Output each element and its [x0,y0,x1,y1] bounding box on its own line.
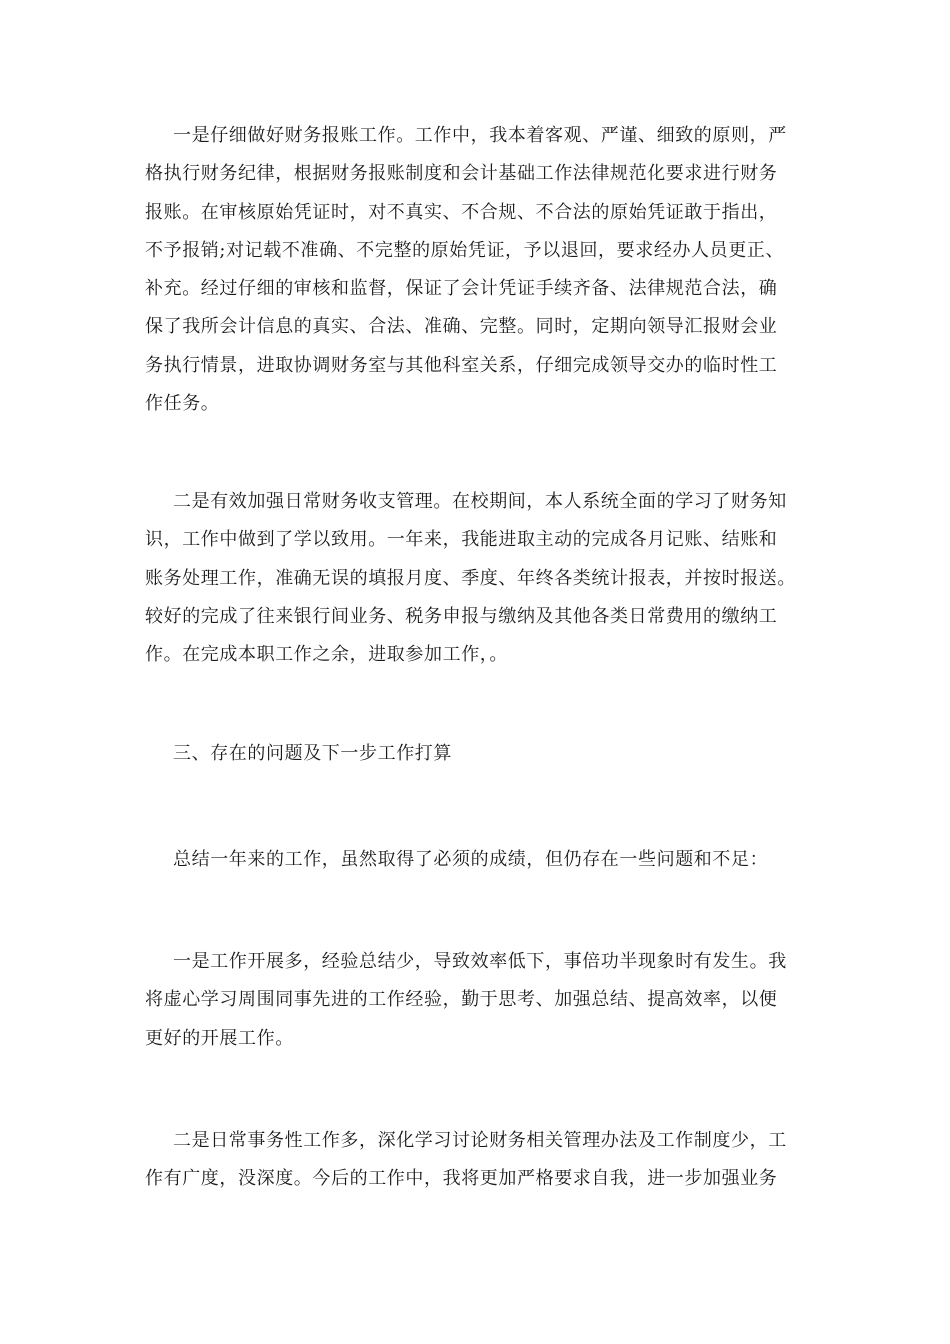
paragraph-problem-one: 一是工作开展多，经验总结少，导致效率低下，事倍功半现象时有发生。我 将虚心学习周围同事先进的工作经验，勤于思考、加强总结、提高效率，以便 更好的开展工作。 [145,951,787,1049]
paragraph-summary-intro: 总结一年来的工作，虽然取得了必须的成绩，但仍存在一些问题和不足： [173,849,769,870]
paragraph-problem-two: 二是日常事务性工作多，深化学习讨论财务相关管理办法及工作制度少，工 作有广度，没深度。今后的工作中，我将更加严格要求自我，进一步加强业务 [145,1130,787,1190]
paragraph-financial-reimbursement: 一是仔细做好财务报账工作。工作中，我本着客观、严谨、细致的原则，严 格执行财务纪律，根据财务报账制度和会计基础工作法律规范化要求进行财务 报账。在审核原始凭证时，对不真实、不合规、不合法的原始凭证敢于指出， 不予报销;对记载不准确、不完整的原始凭证，予以退回，要求经办人员更正、 补充。经过仔细的审核和监督，保证了会计凭证手续齐备、法律规范合法，确 保了我所会计信息的真实、合法、准确、完整。同时，定期向领导汇报财会业 务执行情景，进取协调财务室与其他科室关系，仔细完成领导交办的临时性工 作任务。 [145,125,787,415]
section-heading-problems: 三、存在的问题及下一步工作打算 [173,743,452,764]
paragraph-revenue-expenditure-management: 二是有效加强日常财务收支管理。在校期间，本人系统全面的学习了财务知 识，工作中做到了学以致用。一年来，我能进取主动的完成各月记账、结账和 账务处理工作，准确无误的填报月度、季度、年终各类统计报表，并按时报送。 较好的完成了往来银行间业务、税务申报与缴纳及其他各类日常费用的缴纳工 作。在完成本职工作之余，进取参加工作，。 [145,491,796,666]
